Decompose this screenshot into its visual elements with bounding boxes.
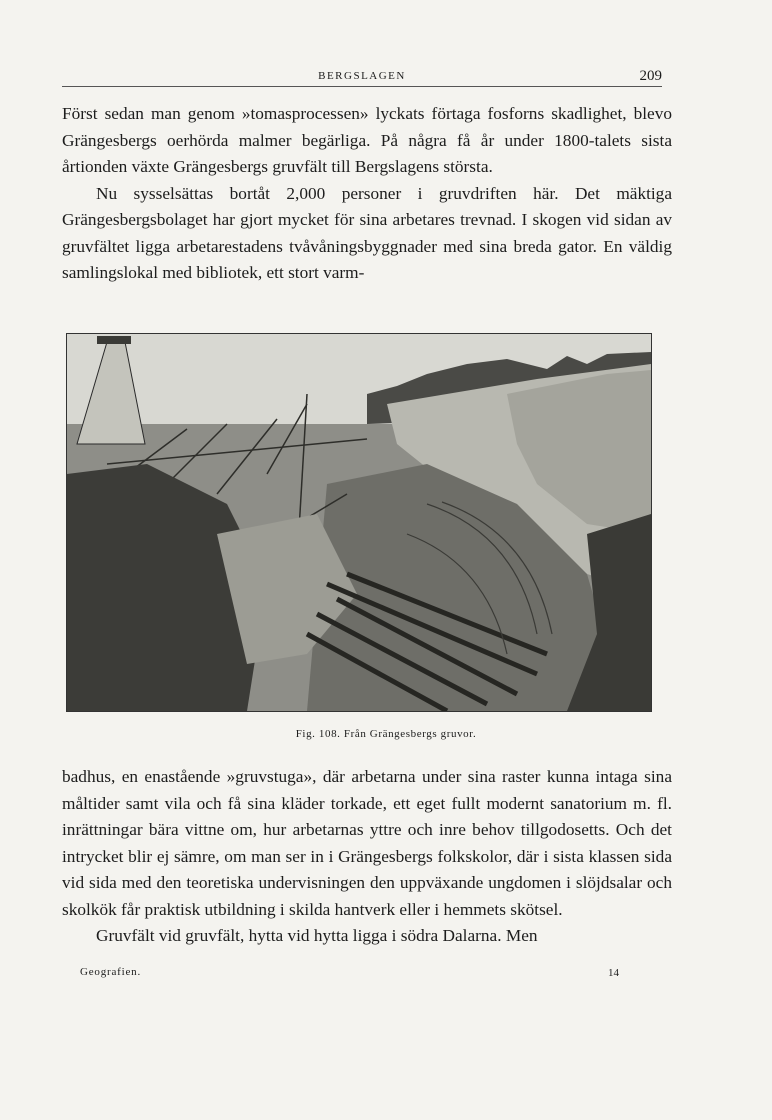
footer-sheet-number: 14 xyxy=(608,967,619,979)
paragraph: Nu sysselsättas bortåt 2,000 personer i gruvdriften här. Det mäktiga Grängesbergsbolaget har gjort mycket för sina arbetares trevnad. I skogen vid sidan av gruvfältet ligga arbetarestadens tvåvåningsbyggnader med sina breda gator. En väldig samlingslokal med bibliotek, ett stort varm- xyxy=(62,183,672,282)
page-header xyxy=(62,66,662,87)
body-text-bottom xyxy=(62,764,672,950)
figure-caption: Fig. 108. Från Grängesbergs gruvor. xyxy=(295,728,477,740)
paragraph: Först sedan man genom »tomasprocessen» lyckats förtaga fosforns skadlighet, blevo Grängesbergs oerhörda malmer begärliga. På några få år under 1800-talets sista årtionden växte Grängesbergs gruvfält till Bergslagens största. xyxy=(62,104,672,176)
paragraph: badhus, en enastående »gruvstuga», där arbetarna under sina raster kunna intaga sina måltider samt vila och få sina kläder torkade, ett eget fullt modernt sanatorium m. fl. inrättningar bära vittne om, hur arbetarnas yttre och inre behov tillgodosetts. Och det intrycket blir ej sämre, om man ser in i Grängesbergs folkskolor, där i sista klassen sida vid sida med den teoretiska undervisningen den uppväxande ungdomen i slöjdsalar och skolkök får praktisk utbildning i skilda hantverk eller i hemmets skötsel. xyxy=(62,767,672,919)
footer-signature: Geografien. xyxy=(80,966,142,978)
running-title: BERGSLAGEN xyxy=(318,70,406,82)
mine-photograph xyxy=(66,333,652,712)
page-number: 209 xyxy=(639,68,662,84)
paragraph: Gruvfält vid gruvfält, hytta vid hytta ligga i södra Dalarna. Men xyxy=(96,926,538,945)
mine-photograph-illustration xyxy=(67,334,651,711)
body-text-top xyxy=(62,101,672,287)
tower-roof xyxy=(97,336,131,344)
